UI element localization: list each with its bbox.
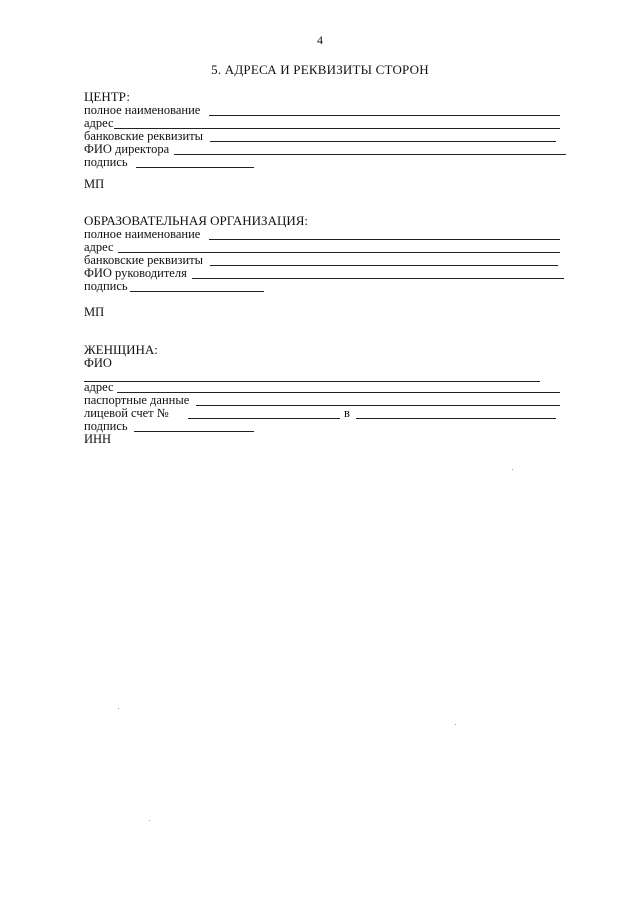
org-head-line[interactable] (192, 267, 564, 279)
woman-in-label: в (344, 406, 350, 420)
center-stamp: МП (84, 177, 105, 191)
center-signature-label: подпись (84, 155, 128, 169)
woman-passport-line[interactable] (196, 394, 560, 406)
center-full-name-label: полное наименование (84, 103, 201, 117)
scan-speck (149, 820, 150, 821)
center-director-label: ФИО директора (84, 142, 170, 156)
center-address-label: адрес (84, 116, 114, 130)
center-bank-label: банковские реквизиты (84, 129, 204, 143)
org-full-name-line[interactable] (209, 228, 560, 240)
center-bank-line[interactable] (210, 130, 556, 142)
center-full-name-line[interactable] (209, 104, 560, 116)
center-address-line[interactable] (114, 117, 560, 129)
org-head-label: ФИО руководителя (84, 266, 187, 280)
woman-bank-line[interactable] (356, 407, 556, 419)
org-full-name-label: полное наименование (84, 227, 201, 241)
org-heading: ОБРАЗОВАТЕЛЬНАЯ ОРГАНИЗАЦИЯ: (84, 213, 309, 228)
center-director-line[interactable] (174, 143, 566, 155)
woman-account-line[interactable] (188, 407, 340, 419)
org-signature-label: подпись (84, 279, 128, 293)
center-heading: ЦЕНТР: (84, 89, 130, 104)
woman-inn-label: ИНН (84, 432, 112, 446)
scan-speck (118, 708, 119, 709)
woman-heading: ЖЕНЩИНА: (84, 342, 158, 357)
center-signature-line[interactable] (136, 156, 254, 168)
org-address-label: адрес (84, 240, 114, 254)
scan-speck (512, 469, 513, 470)
org-address-line[interactable] (118, 241, 560, 253)
woman-account-label: лицевой счет № (84, 406, 169, 420)
org-signature-line[interactable] (130, 280, 264, 292)
page-number: 4 (317, 33, 323, 47)
org-stamp: МП (84, 305, 105, 319)
scan-speck (455, 724, 456, 725)
woman-passport-label: паспортные данные (84, 393, 190, 407)
woman-fio-label: ФИО (84, 356, 112, 370)
org-bank-line[interactable] (210, 254, 558, 266)
section-title: 5. АДРЕСА И РЕКВИЗИТЫ СТОРОН (211, 62, 429, 77)
woman-address-line[interactable] (117, 381, 560, 393)
woman-signature-line[interactable] (134, 420, 254, 432)
org-bank-label: банковские реквизиты (84, 253, 204, 267)
woman-signature-label: подпись (84, 419, 128, 433)
woman-address-label: адрес (84, 380, 114, 394)
